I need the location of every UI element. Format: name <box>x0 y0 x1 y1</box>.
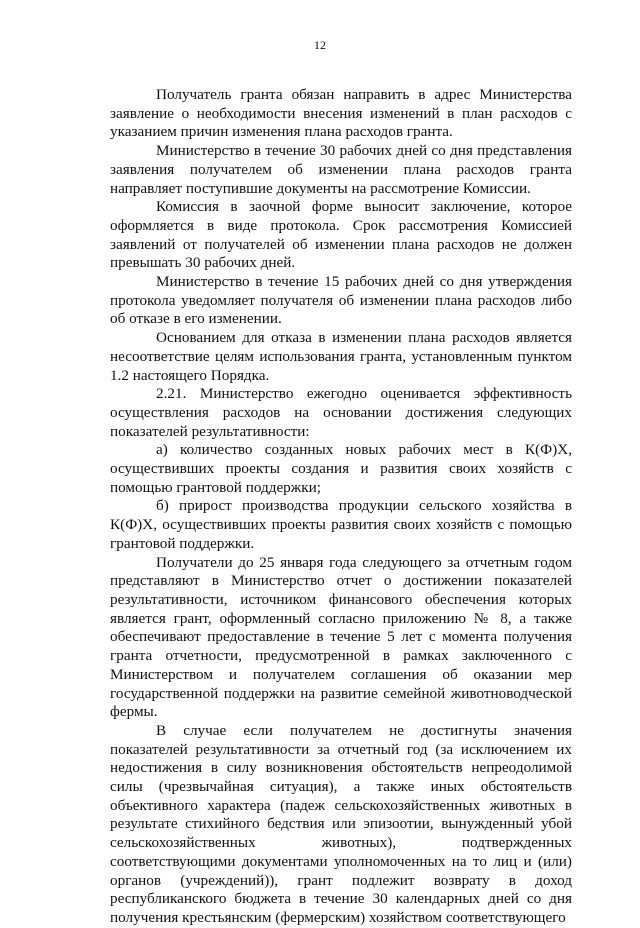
paragraph-refusal-grounds: Основанием для отказа в изменении плана расходов является несоответствие целям использования гранта, установленным пунктом 1.2 настоящего Порядка. <box>110 329 572 384</box>
paragraph-ministry-notification: Министерство в течение 15 рабочих дней со дня утверждения протокола уведомляет получателя об изменении плана расходов либо об отказе в его изменении. <box>110 273 572 328</box>
paragraph-indicator-a: а) количество созданных новых рабочих мест в К(Ф)Х, осуществивших проекты создания и развития своих хозяйств с помощью грантовой поддержки; <box>110 441 572 496</box>
paragraph-grant-return: В случае если получателем не достигнуты значения показателей результативности за отчетный год (за исключением их недостижения в силу возникновения обстоятельств непреодолимой силы (чрезвычайная ситуация), а также иных обстоятельств объективного характера (падеж сельскохозяйственных животных в результате стихийного бедствия или эпизоотии, вынужденный убой сельскохозяйственных животных), подтвержденных соответствующими документами уполномоченных на то лиц и (или) органов (учреждений)), грант подлежит возврату в доход республиканского бюджета в течение 30 календарных дней со дня получения крестьянским (фермерским) хозяйством соответствующего <box>110 721 572 926</box>
page-number: 12 <box>314 38 326 52</box>
document-body <box>110 86 572 928</box>
paragraph-2-21-efficiency: 2.21. Министерство ежегодно оценивается эффективность осуществления расходов на основании достижения следующих показателей результативности: <box>110 385 572 440</box>
paragraph-indicator-b: б) прирост производства продукции сельского хозяйства в К(Ф)Х, осуществивших проекты развития своих хозяйств с помощью грантовой поддержки. <box>110 497 572 552</box>
paragraph-grant-change-request: Получатель гранта обязан направить в адрес Министерства заявление о необходимости внесения изменений в план расходов с указанием причин изменения плана расходов гранта. <box>110 86 572 141</box>
paragraph-reporting: Получатели до 25 января года следующего за отчетным годом представляют в Министерство отчет о достижении показателей результативности, источником финансового обеспечения которых является грант, оформленный согласно приложению № 8, а также обеспечивают предоставление в течение 5 лет с момента получения гранта отчетности, предусмотренной в рамках заключенного с Министерством и получателем соглашения об оказании мер государственной поддержки на развитие семейной животноводческой фермы. <box>110 553 572 721</box>
paragraph-ministry-review: Министерство в течение 30 рабочих дней со дня представления заявления получателем об изменении плана расходов гранта направляет поступившие документы на рассмотрение Комиссии. <box>110 142 572 197</box>
paragraph-commission-conclusion: Комиссия в заочной форме выносит заключение, которое оформляется в виде протокола. Срок рассмотрения Комиссией заявлений от получателей об изменении плана расходов не должен превышать 30 рабочих дней. <box>110 198 572 272</box>
